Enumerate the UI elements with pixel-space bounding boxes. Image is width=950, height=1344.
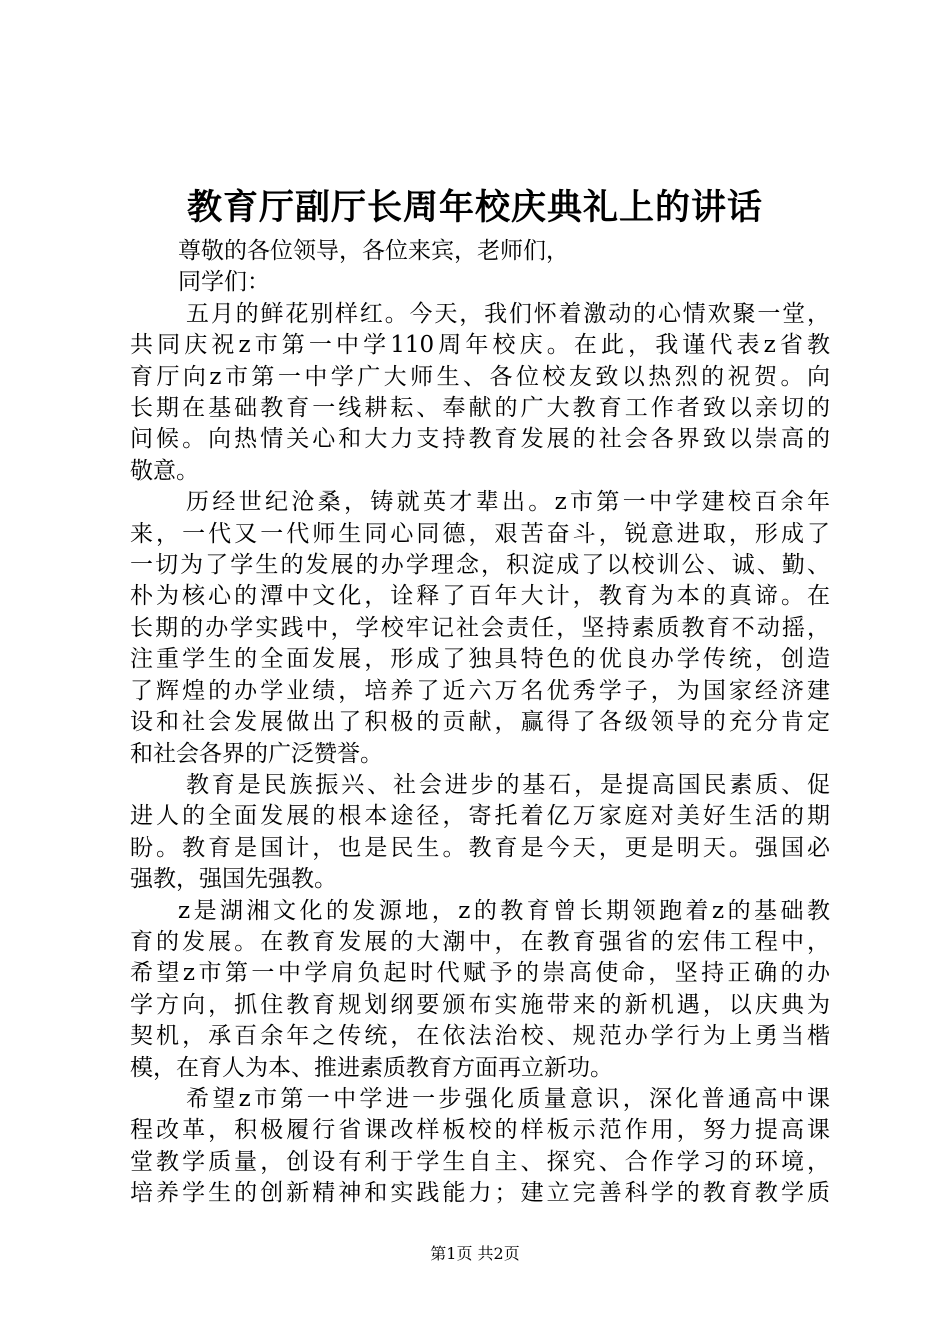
- paragraph-line: 问候。向热情关心和大力支持教育发展的社会各界致以崇高的: [130, 426, 830, 453]
- paragraph-line: 来，一代又一代师生同心同德，艰苦奋斗，锐意进取，形成了: [130, 520, 830, 547]
- paragraph-line: 程改革，积极履行省课改样板校的样板示范作用，努力提高课: [130, 1117, 830, 1144]
- paragraph-line: 强教，强国先强教。: [130, 866, 337, 893]
- paragraph-line: 一切为了学生的发展的办学理念，积淀成了以校训公、诚、勤、: [130, 552, 830, 579]
- paragraph-line: 历经世纪沧桑，铸就英才辈出。z市第一中学建校百余年: [186, 489, 830, 516]
- paragraph-line: 堂教学质量，创设有利于学生自主、探究、合作学习的环境，: [130, 1148, 830, 1175]
- document-title: 教育厅副厅长周年校庆典礼上的讲话: [186, 187, 763, 228]
- paragraph-line: 进人的全面发展的根本途径，寄托着亿万家庭对美好生活的期: [130, 803, 830, 830]
- paragraph-line: 育厅向z市第一中学广大师生、各位校友致以热烈的祝贺。向: [130, 363, 830, 390]
- paragraph-line: 长期的办学实践中，学校牢记社会责任，坚持素质教育不动摇，: [130, 614, 830, 641]
- paragraph-line: 希望z市第一中学进一步强化质量意识，深化普通高中课: [186, 1085, 830, 1112]
- paragraph-line: 培养学生的创新精神和实践能力；建立完善科学的教育教学质: [130, 1180, 830, 1207]
- paragraph-line: 育的发展。在教育发展的大潮中，在教育强省的宏伟工程中，: [130, 928, 830, 955]
- paragraph-line: 学方向，抓住教育规划纲要颁布实施带来的新机遇，以庆典为: [130, 991, 830, 1018]
- paragraph-line: 模，在育人为本、推进素质教育方面再立新功。: [130, 1054, 613, 1081]
- page-footer: 第1页 共2页: [430, 1244, 520, 1263]
- paragraph-line: z是湖湘文化的发源地，z的教育曾长期领跑着z的基础教: [178, 897, 830, 924]
- paragraph-line: 希望z市第一中学肩负起时代赋予的崇高使命，坚持正确的办: [130, 960, 830, 987]
- greeting-line: 同学们：: [178, 269, 270, 296]
- paragraph-line: 盼。教育是国计，也是民生。教育是今天，更是明天。强国必: [130, 834, 830, 861]
- paragraph-line: 长期在基础教育一线耕耘、奉献的广大教育工作者致以亲切的: [130, 395, 830, 422]
- greeting-line: 尊敬的各位领导，各位来宾，老师们，: [178, 238, 569, 264]
- paragraph-line: 五月的鲜花别样红。今天，我们怀着激动的心情欢聚一堂，: [186, 300, 830, 327]
- paragraph-line: 契机，承百余年之传统，在依法治校、规范办学行为上勇当楷: [130, 1023, 830, 1050]
- paragraph-line: 设和社会发展做出了积极的贡献，赢得了各级领导的充分肯定: [130, 709, 830, 736]
- paragraph-line: 朴为核心的潭中文化，诠释了百年大计，教育为本的真谛。在: [130, 583, 830, 610]
- paragraph-line: 和社会各界的广泛赞誉。: [130, 740, 383, 767]
- paragraph-line: 注重学生的全面发展，形成了独具特色的优良办学传统，创造: [130, 646, 830, 673]
- paragraph-line: 教育是民族振兴、社会进步的基石，是提高国民素质、促: [186, 771, 830, 798]
- paragraph-line: 共同庆祝z市第一中学110周年校庆。在此，我谨代表z省教: [130, 332, 830, 359]
- paragraph-line: 敬意。: [130, 457, 199, 484]
- document-body: [130, 236, 830, 1210]
- paragraph-line: 了辉煌的办学业绩，培养了近六万名优秀学子，为国家经济建: [130, 677, 830, 704]
